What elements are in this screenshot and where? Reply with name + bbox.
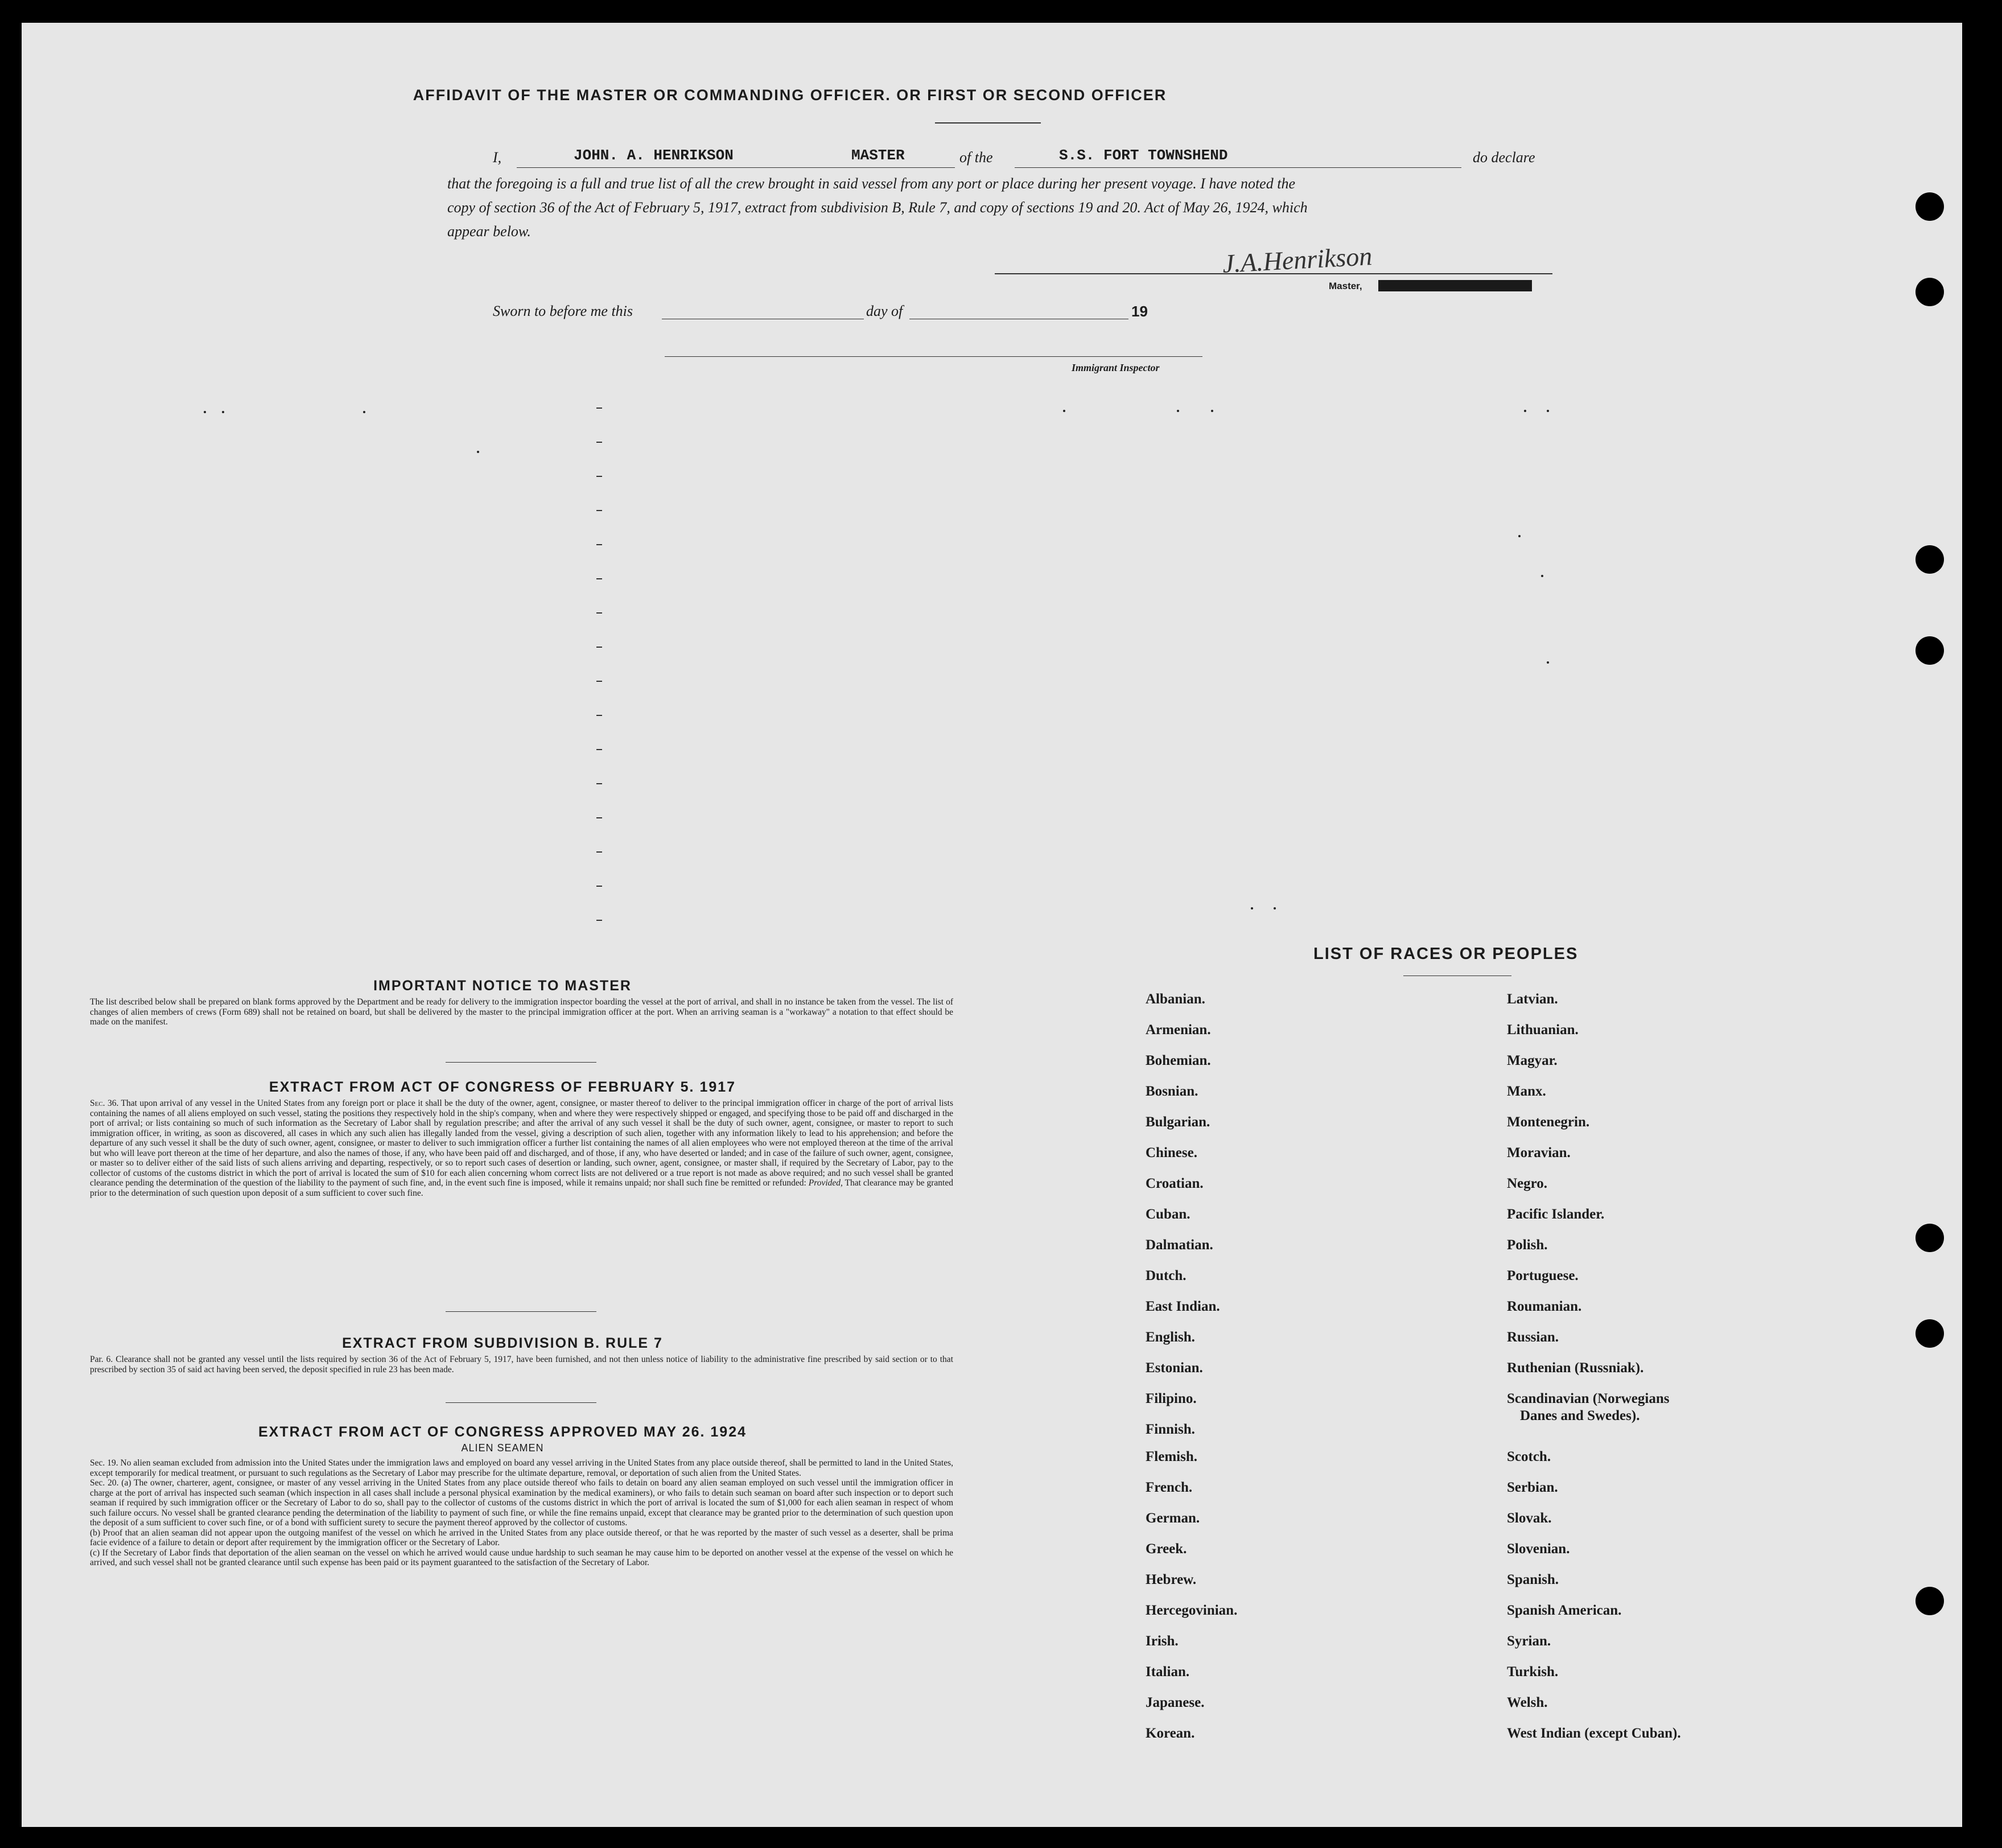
scan-mark — [596, 920, 602, 921]
vessel-line — [1015, 167, 1461, 168]
scan-mark — [596, 886, 602, 887]
scan-mark — [596, 647, 602, 648]
vessel-name: S.S. FORT TOWNSHEND — [1059, 147, 1228, 164]
separator-rule — [446, 1062, 596, 1063]
race-item: Flemish. — [1146, 1449, 1197, 1464]
race-item: Turkish. — [1507, 1664, 1559, 1680]
race-item: Hebrew. — [1146, 1572, 1197, 1587]
title-underline — [935, 122, 1041, 124]
i-label: I, — [493, 149, 502, 166]
race-item: Japanese. — [1146, 1695, 1205, 1710]
scan-mark — [596, 408, 602, 409]
race-item: Chinese. — [1146, 1145, 1197, 1160]
extract-1924-title: EXTRACT FROM ACT OF CONGRESS APPROVED MAY 26. 1924 — [258, 1424, 747, 1440]
affidavit-title: AFFIDAVIT OF THE MASTER OR COMMANDING OFFICER. OR FIRST OR SECOND OFFICER — [413, 87, 1167, 104]
race-item: Moravian. — [1507, 1145, 1571, 1160]
extract-rule7-text: Par. 6. Clearance shall not be granted any vessel until the lists required by section 36 of the Act of February 5, 1917, have been furnished, and not then unless notice of liability to the administrative fine prescribed by said section or to that prescribed by section 35 of said act having been served, the deposit specified in rule 23 has been made. — [90, 1355, 953, 1374]
scan-mark — [222, 411, 224, 413]
race-item: Lithuanian. — [1507, 1022, 1579, 1038]
scan-mark — [596, 749, 602, 750]
master-name: JOHN. A. HENRIKSON — [574, 147, 734, 164]
race-item: Bosnian. — [1146, 1084, 1198, 1099]
race-item: Finnish. — [1146, 1422, 1195, 1437]
of-the-label: of the — [959, 149, 993, 166]
race-item: Polish. — [1507, 1237, 1548, 1253]
race-item: Armenian. — [1146, 1022, 1211, 1038]
name-line — [517, 167, 955, 168]
race-item: Slovak. — [1507, 1510, 1552, 1526]
scan-mark — [1274, 907, 1276, 909]
race-item: Russian. — [1507, 1330, 1559, 1345]
race-item: Bulgarian. — [1146, 1114, 1210, 1130]
declaration-line-4: appear below. — [447, 223, 531, 240]
scan-mark — [1211, 410, 1213, 412]
form-page — [22, 23, 1962, 1827]
race-item: Slovenian. — [1507, 1541, 1570, 1557]
extract-rule7-title: EXTRACT FROM SUBDIVISION B. RULE 7 — [342, 1335, 663, 1351]
race-item: Albanian. — [1146, 991, 1205, 1007]
inspector-line — [665, 356, 1202, 357]
binder-hole — [1916, 1224, 1944, 1252]
scan-mark — [596, 578, 602, 579]
scan-mark — [596, 510, 602, 511]
race-item: Negro. — [1507, 1176, 1548, 1191]
binder-hole — [1916, 278, 1944, 306]
declaration-line-2: that the foregoing is a full and true list of all the crew brought in said vessel from any port or place during her present voyage. I have noted the — [447, 175, 1295, 192]
scan-mark — [1541, 575, 1543, 577]
extract-1924-text — [90, 1458, 953, 1568]
scan-mark — [596, 476, 602, 477]
scan-mark — [1251, 907, 1253, 909]
section-36-body: That upon arrival of any vessel in the United States from any foreign port or place it shall be the duty of the owner, agent, consignee, or master thereof to deliver to the principal immigration officer in charge of the port of arrival lists containing the names of all aliens employed on such vessel, stating the positions they respectively hold in the ship's company, when and where they were respectively shipped or engaged, and specifying those to be paid off and discharged in the port of arrival; or lists containing so much of such information as the Secretary of Labor shall by regulation prescribe; and after the arrival of any such vessel it shall be the duty of such owner, agent, consignee, or master to report to such immigration officer, in writing, as soon as discovered, all cases in which any such alien has illegally landed from the vessel, giving a description of such alien, together with any information likely to lead to his apprehension; and before the departure of any such vessel it shall be the duty of such owner, agent, consignee, or master to deliver to such immigration officer a further list containing the names of all alien employees who were not employed thereon at the time of the arrival but who will leave port thereon at the time of her departure, and also the names of those, if any, who have been paid off and discharged, and of those, if any, who have deserted or landed; and in case of the failure of such owner, agent, consignee, or master so to deliver either of the said lists of such aliens arriving and departing, respectively, or so to report such cases of desertion or landing, such owner, agent, consignee, or master shall, if required by the Secretary of Labor, pay to the collector of customs of the customs district in which the port of arrival is located the sum of $10 for each alien concerning whom correct lists are not delivered or a true report is not made as above required; and no such vessel shall be granted clearance pending the determination of the question of the liability to the payment of such fine, and, in the event such fine is imposed, while it remains unpaid; nor shall such fine be remitted or refunded: — [90, 1098, 953, 1188]
scan-mark — [596, 783, 602, 784]
scan-mark — [1063, 410, 1065, 412]
scan-mark — [596, 544, 602, 545]
alien-seamen-subtitle: ALIEN SEAMEN — [461, 1442, 544, 1454]
section-36-label: Sec. 36. — [90, 1098, 119, 1108]
master-signature: J.A.Henrikson — [1221, 241, 1373, 278]
scan-mark — [1547, 410, 1549, 412]
scan-mark — [596, 715, 602, 716]
race-item: English. — [1146, 1330, 1195, 1345]
scan-mark — [477, 451, 479, 453]
race-item: Portuguese. — [1507, 1268, 1579, 1283]
race-item: Manx. — [1507, 1084, 1546, 1099]
race-item: Spanish American. — [1507, 1603, 1622, 1618]
race-item: French. — [1146, 1480, 1193, 1495]
scan-mark — [596, 817, 602, 818]
year-label: 19 — [1131, 303, 1148, 320]
section-20a-text: Sec. 20. (a) The owner, charterer, agent, consignee, or master of any vessel arriving in the United States from any place outside thereof who fails to detain on board any alien seaman employed on such vessel until the immigration officer in charge at the port of arrival has inspected such seaman (which inspection in all cases shall include a personal physical examination by the medical examiners), or who fails to detain such seaman on board after such inspection or to deport such seaman if required by such immigration officer or the Secretary of Labor to do so, shall pay to the collector of customs of the customs district in which the port of arrival is located the sum of $1,000 for each alien seaman in respect of whom such failure occurs. No vessel shall be granted clearance pending the determination of the liability to payment of such fine, or while the fine remains unpaid, except that clearance may be granted prior to the determination of such question upon the deposit of a sum sufficient to cover such fine, or of a bond with sufficient surety to secure the payment thereof approved by the collector of customs. — [90, 1478, 953, 1528]
race-item: Danes and Swedes). — [1520, 1408, 1640, 1423]
race-item: Dutch. — [1146, 1268, 1187, 1283]
provided-word: Provided, — [808, 1178, 843, 1188]
section-20b-text: (b) Proof that an alien seaman did not appear upon the outgoing manifest of the vessel on which he arrived in the United States from any place outside thereof, or that he was reported by the master of such vessel as a deserter, shall be prima facie evidence of a failure to detain or deport after requirement by the immigration officer or the Secretary of Labor. — [90, 1528, 953, 1547]
master-label: Master, — [1329, 281, 1362, 291]
race-item: Ruthenian (Russniak). — [1507, 1360, 1644, 1376]
binder-hole — [1916, 1319, 1944, 1348]
section-20c-text: (c) If the Secretary of Labor finds that deportation of the alien seaman on the vessel on which he arrived would cause undue hardship to such seaman he may cause him to be deported on another vessel at the expense of the vessel on which he arrived, and such vessel shall not be granted clearance until such expense has been paid or its payment guaranteed to the satisfaction of the Secretary of Labor. — [90, 1547, 953, 1567]
rank-value: MASTER — [851, 147, 905, 164]
inspector-label: Immigrant Inspector — [1072, 362, 1160, 373]
race-item: Syrian. — [1507, 1633, 1551, 1649]
race-item: Pacific Islander. — [1507, 1207, 1605, 1222]
section-19-text: Sec. 19. No alien seaman excluded from admission into the United States under the immigration laws and employed on board any vessel arriving in the United States from any place outside thereof, shall be permitted to land in the United States, except temporarily for medical treatment, or pursuant to such regulations as the Secretary of Labor may prescribe for the ultimate departure, removal, or deportation of such alien from the United States. — [90, 1458, 953, 1478]
race-item: Irish. — [1146, 1633, 1179, 1649]
race-item: Roumanian. — [1507, 1299, 1582, 1314]
race-item: German. — [1146, 1510, 1200, 1526]
scan-mark — [204, 411, 206, 413]
race-item: Dalmatian. — [1146, 1237, 1213, 1253]
race-item: Hercegovinian. — [1146, 1603, 1238, 1618]
binder-hole — [1916, 192, 1944, 221]
scan-mark — [1177, 410, 1179, 412]
redaction-bar — [1378, 280, 1532, 291]
race-item: Greek. — [1146, 1541, 1187, 1557]
race-item: Korean. — [1146, 1726, 1195, 1741]
race-item: Cuban. — [1146, 1207, 1191, 1222]
race-item: Italian. — [1146, 1664, 1190, 1680]
race-item: Scotch. — [1507, 1449, 1551, 1464]
race-item: Montenegrin. — [1507, 1114, 1590, 1130]
race-item: Magyar. — [1507, 1053, 1558, 1068]
do-declare-label: do declare — [1473, 149, 1535, 166]
scan-mark — [596, 681, 602, 682]
scan-mark — [363, 411, 365, 413]
declaration-line-3: copy of section 36 of the Act of February 5, 1917, extract from subdivision B, Rule 7, and copy of sections 19 and 20. Act of May 26, 1924, which — [447, 199, 1308, 216]
race-item: Welsh. — [1507, 1695, 1548, 1710]
race-item: West Indian (except Cuban). — [1507, 1726, 1681, 1741]
scan-mark — [1518, 535, 1521, 537]
binder-hole — [1916, 1587, 1944, 1615]
race-item: Filipino. — [1146, 1391, 1197, 1406]
race-item: Croatian. — [1146, 1176, 1204, 1191]
race-item: Estonian. — [1146, 1360, 1203, 1376]
separator-rule — [446, 1311, 596, 1312]
scan-mark — [1524, 410, 1526, 412]
race-item: Serbian. — [1507, 1480, 1558, 1495]
sworn-label: Sworn to before me this — [493, 303, 633, 319]
scan-mark — [596, 612, 602, 614]
extract-1917-text — [90, 1098, 953, 1198]
day-of-label: day of — [866, 303, 903, 319]
section-36-end: That clearance may be granted prior to the determination of such question upon deposit of a sum sufficient to cover such fine. — [90, 1178, 953, 1198]
notice-title: IMPORTANT NOTICE TO MASTER — [373, 978, 632, 994]
separator-rule — [446, 1402, 596, 1403]
scan-mark — [596, 851, 602, 853]
race-item: Scandinavian (Norwegians — [1507, 1391, 1670, 1406]
scan-mark — [1547, 661, 1549, 664]
binder-hole — [1916, 545, 1944, 574]
race-item: East Indian. — [1146, 1299, 1220, 1314]
binder-hole — [1916, 636, 1944, 665]
extract-1917-title: EXTRACT FROM ACT OF CONGRESS OF FEBRUARY 5. 1917 — [269, 1079, 736, 1095]
race-item: Latvian. — [1507, 991, 1558, 1007]
scan-mark — [596, 442, 602, 443]
race-item: Bohemian. — [1146, 1053, 1211, 1068]
races-title: LIST OF RACES OR PEOPLES — [1313, 945, 1579, 963]
race-item: Spanish. — [1507, 1572, 1559, 1587]
notice-text: The list described below shall be prepared on blank forms approved by the Department and be ready for delivery to the immigration inspector boarding the vessel at the port of arrival, and shall in no instance be taken from the vessel. The list of changes of alien members of crews (Form 689) shall not be retained on board, but shall be delivered by the master to the principal immigration officer at the port. When an arriving seaman is a "workaway" a notation to that effect should be made on the manifest. — [90, 997, 953, 1027]
